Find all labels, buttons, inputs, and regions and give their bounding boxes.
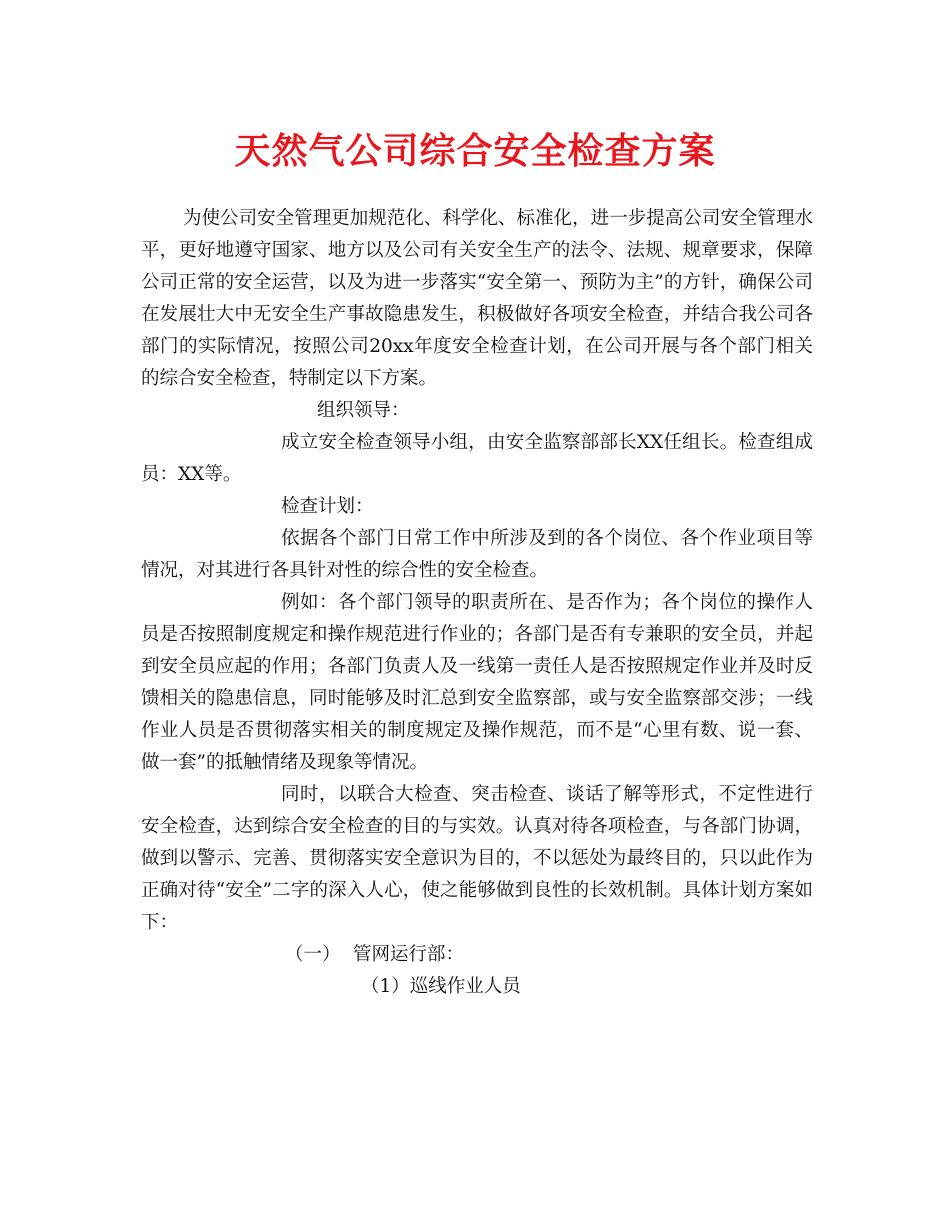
org-heading: 组织领导：	[317, 400, 410, 421]
intro-paragraph: 为使公司安全管理更加规范化、科学化、标准化，进一步提高公司安全管理水平，更好地遵守国家、地方以及公司有关安全生产的法令、法规、规章要求，保障公司正常的安全运营，以及为进一步落实“安全第一、预防为主”的方针，确保公司在发展壮大中无安全生产事故隐患发生，积极做好各项安全检查，并结合我公司各部门的实际情况，按照公司20xx年度安全检查计划，在公司开展与各个部门相关的综合安全检查，特制定以下方案。	[141, 208, 813, 389]
subsection-heading: （1）巡线作业人员	[361, 976, 521, 997]
plan-heading: 检查计划：	[281, 496, 374, 517]
org-body-paragraph: 成立安全检查领导小组，由安全监察部部长XX任组长。检查组成员：XX等。	[141, 432, 813, 485]
document-body	[141, 203, 813, 1003]
document-title: 天然气公司综合安全检查方案	[234, 130, 716, 172]
example-paragraph: 例如：各个部门领导的职责所在、是否作为；各个岗位的操作人员是否按照制度规定和操作规范进行作业的；各部门是否有专兼职的安全员，并起到安全员应起的作用；各部门负责人及一线第一责任人是否按照规定作业并及时反馈相关的隐患信息，同时能够及时汇总到安全监察部，或与安全监察部交涉；一线作业人员是否贯彻落实相关的制度规定及操作规范，而不是“心里有数、说一套、做一套”的抵触情绪及现象等情况。	[141, 592, 813, 773]
section-number: （一）	[285, 944, 341, 965]
section-heading	[141, 939, 813, 971]
section-label: 管网运行部：	[353, 944, 465, 965]
plan-body-paragraph: 依据各个部门日常工作中所涉及到的各个岗位、各个作业项目等情况，对其进行各具针对性的综合性的安全检查。	[141, 528, 813, 581]
meanwhile-paragraph: 同时，以联合大检查、突击检查、谈话了解等形式，不定性进行安全检查，达到综合安全检查的目的与实效。认真对待各项检查，与各部门协调，做到以警示、完善、贯彻落实安全意识为目的，不以惩处为最终目的，只以此作为正确对待“安全”二字的深入人心，使之能够做到良性的长效机制。具体计划方案如下：	[141, 784, 813, 933]
